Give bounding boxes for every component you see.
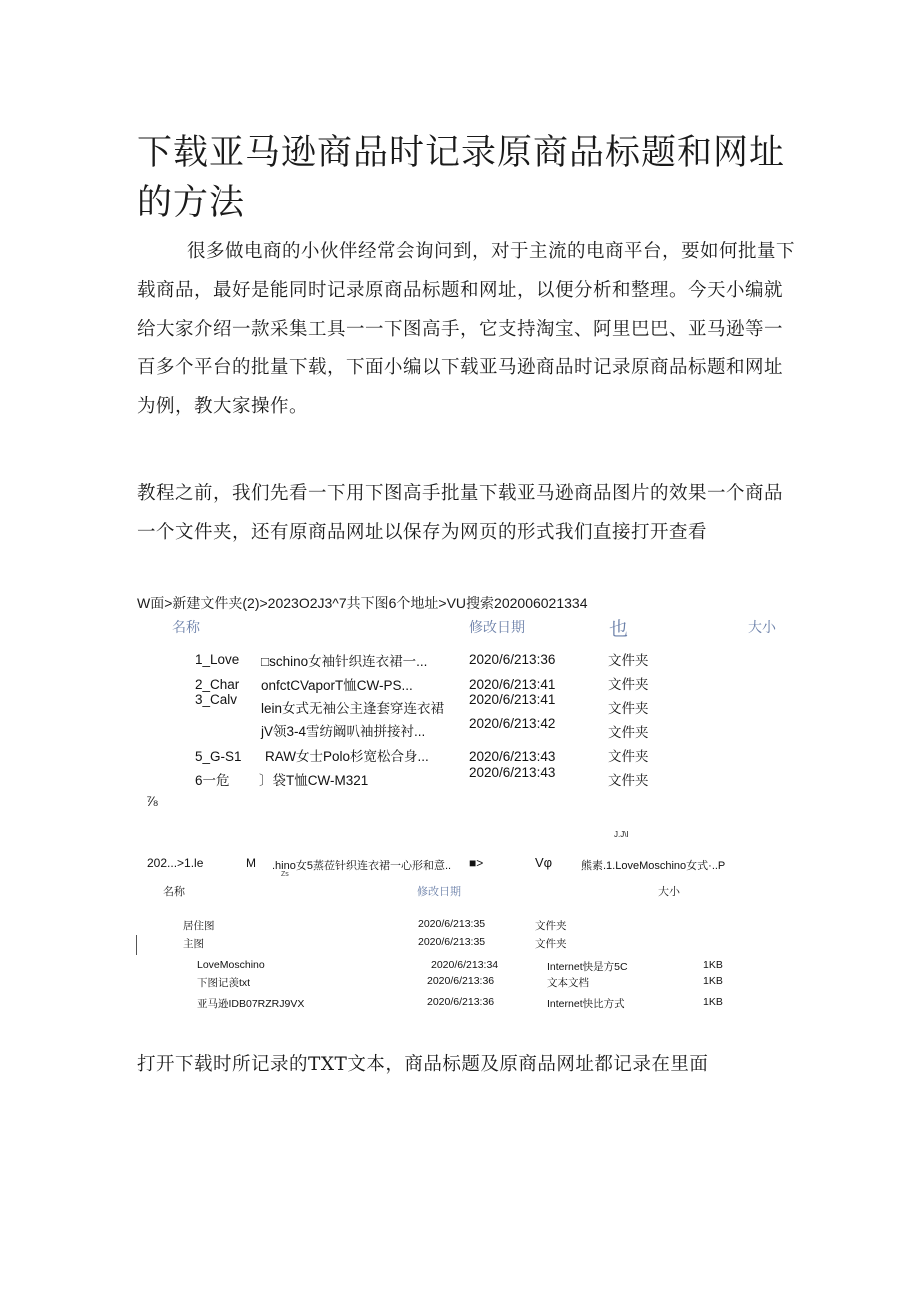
- table-row-type: 文件夹: [535, 938, 567, 950]
- table-row-name[interactable]: 6一危: [195, 773, 230, 788]
- explorer2-breadcrumb-b[interactable]: M: [246, 856, 256, 870]
- table-row-date: 2020/6/213:35: [418, 918, 486, 930]
- explorer2-selection-bar: [136, 935, 137, 955]
- table-row-date: 2020/6/213:41: [469, 692, 556, 707]
- table-row-name[interactable]: 3_Calv: [195, 692, 238, 707]
- table-row-type: 文件夹: [535, 920, 567, 932]
- table-row-size: 1KB: [703, 959, 723, 971]
- table-row-type: 文件夹: [608, 701, 649, 716]
- table-row-title: RAW女士Polo杉宽松合身...: [265, 749, 429, 764]
- table-row-type: 文本文档: [547, 977, 589, 989]
- explorer1-header-type[interactable]: 也: [609, 619, 629, 640]
- table-row-title: lein女式无袖公主逢套穿连衣裙: [261, 701, 445, 716]
- table-row-type: 文件夹: [608, 653, 649, 668]
- table-row-title: □schino女袖针织连衣裙一...: [261, 654, 428, 669]
- table-row-date: 2020/6/213:35: [418, 936, 486, 948]
- explorer2-header-date[interactable]: 修改日期: [417, 886, 461, 898]
- table-row-size: 1KB: [703, 975, 723, 987]
- explorer2-breadcrumb-a[interactable]: 202...>1.le: [147, 856, 204, 870]
- table-row-name[interactable]: LoveMoschino: [197, 959, 265, 971]
- table-row-type: Internet快比方式: [547, 998, 625, 1010]
- table-row-date: 2020/6/213:42: [469, 716, 556, 731]
- closing-paragraph: 打开下载时所记录的TXT文本，商品标题及原商品网址都记录在里面: [137, 1054, 709, 1075]
- table-row-type: 文件夹: [608, 677, 649, 692]
- table-row-name[interactable]: 1_Love: [195, 652, 240, 667]
- explorer1-footnote: ⅞: [146, 793, 158, 809]
- table-row-type: Internet快是方5C: [547, 961, 628, 973]
- intro-paragraph: 很多做电商的小伙伴经常会询问到，对于主流的电商平台，要如何批量下载商品，最好是能同时记录原商品标题和网址，以便分析和整理。今天小编就给大家介绍一款采集工具一一下图高手，它支持淘宝、阿里巴巴、亚马逊等一百多个平台的批量下载，下面小编以下载亚马逊商品时记录原商品标题和网址为例，教大家操作。: [137, 241, 796, 418]
- table-row-date: 2020/6/213:43: [469, 749, 556, 764]
- explorer2-sub-mark: Zs: [281, 871, 289, 878]
- table-row-size: 1KB: [703, 996, 723, 1008]
- explorer2-search-field[interactable]: 熊素.1.LoveMoschino女式·..P: [581, 860, 726, 872]
- preview-paragraph: 教程之前，我们先看一下用下图高手批量下载亚马逊商品图片的效果一个商品一个文件夹，还有原商品网址以保存为网页的形式我们直接打开查看: [137, 483, 784, 543]
- explorer2-top-mark: J.J\I: [614, 830, 629, 839]
- table-row-date: 2020/6/213:34: [431, 959, 499, 971]
- explorer1-header-date[interactable]: 修改日期: [469, 619, 525, 635]
- explorer1-header-size[interactable]: 大小: [748, 619, 776, 635]
- table-row-name[interactable]: 亚马逊IDB07RZRJ9VX: [197, 998, 305, 1010]
- table-row-date: 2020/6/213:36: [469, 652, 556, 667]
- table-row-date: 2020/6/213:43: [469, 765, 556, 780]
- table-row-title: jV领3-4雪纺阚叭袖拼接衬...: [261, 724, 426, 739]
- explorer1-header-name[interactable]: 名称: [172, 619, 200, 635]
- table-row-title: 〕袋T恤CW-M321: [259, 773, 369, 788]
- table-row-type: 文件夹: [608, 725, 649, 740]
- table-row-name[interactable]: 下图记羡txt: [197, 977, 251, 989]
- table-row-type: 文件夹: [608, 773, 649, 788]
- explorer2-breadcrumb-c[interactable]: .hino女5蒸莅针织连衣裙一心形和意..: [272, 860, 452, 872]
- explorer2-header-size[interactable]: 大小: [658, 886, 680, 898]
- table-row-type: 文件夹: [608, 749, 649, 764]
- table-row-date: 2020/6/213:41: [469, 677, 556, 692]
- table-row-title: onfctCVaporT恤CW-PS...: [261, 678, 413, 693]
- table-row-name[interactable]: 2_Char: [195, 677, 240, 692]
- page-title: 下载亚马逊商品时记录原商品标题和网址的方法: [137, 133, 786, 223]
- explorer1-breadcrumb[interactable]: W面>新建文件夹(2)>2023O2J3^7共下图6个地址>VU搜索202006021334: [137, 595, 588, 611]
- table-row-name[interactable]: 居住图: [183, 920, 215, 932]
- explorer2-header-name[interactable]: 名称: [163, 886, 185, 898]
- explorer2-breadcrumb-d[interactable]: ■>: [469, 856, 484, 870]
- table-row-date: 2020/6/213:36: [427, 996, 495, 1008]
- table-row-name[interactable]: 主图: [183, 938, 204, 950]
- explorer2-breadcrumb-e[interactable]: Vφ: [535, 855, 553, 870]
- table-row-name[interactable]: 5_G-S1: [195, 749, 242, 764]
- table-row-date: 2020/6/213:36: [427, 975, 495, 987]
